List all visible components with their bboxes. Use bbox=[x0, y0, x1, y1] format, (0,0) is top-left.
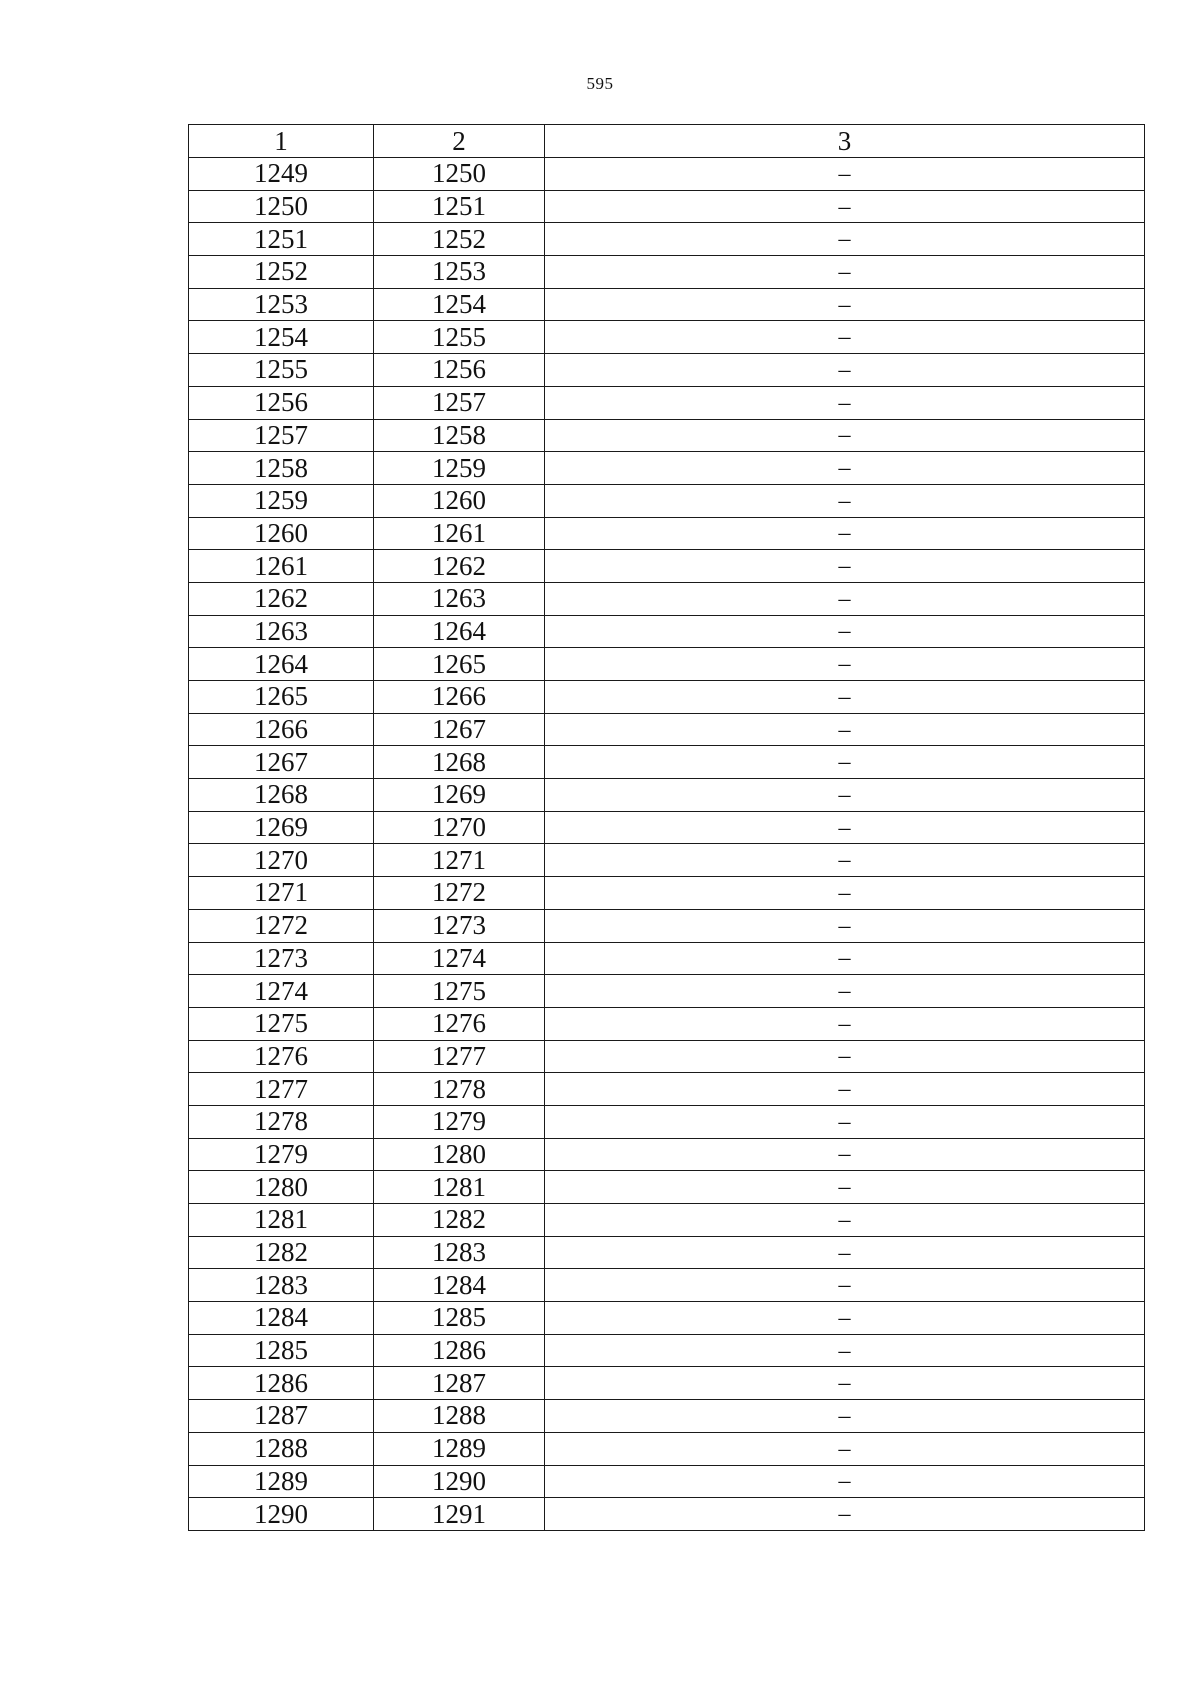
cell-col-1: 1278 bbox=[189, 1105, 374, 1138]
cell-col-1: 1257 bbox=[189, 419, 374, 452]
cell-col-3: – bbox=[545, 877, 1145, 910]
cell-col-1: 1269 bbox=[189, 811, 374, 844]
cell-col-1: 1263 bbox=[189, 615, 374, 648]
table-row bbox=[189, 354, 1145, 387]
cell-col-3: – bbox=[545, 779, 1145, 812]
cell-col-3: – bbox=[545, 1073, 1145, 1106]
cell-col-2: 1267 bbox=[374, 713, 545, 746]
cell-col-3: – bbox=[545, 942, 1145, 975]
cell-col-1: 1272 bbox=[189, 909, 374, 942]
table-row bbox=[189, 288, 1145, 321]
table-row bbox=[189, 811, 1145, 844]
cell-col-1: 1270 bbox=[189, 844, 374, 877]
table-row bbox=[189, 615, 1145, 648]
cell-col-2: 1265 bbox=[374, 648, 545, 681]
cell-col-1: 1273 bbox=[189, 942, 374, 975]
cell-col-1: 1275 bbox=[189, 1007, 374, 1040]
column-header-2: 2 bbox=[374, 125, 545, 158]
table-row bbox=[189, 419, 1145, 452]
table-row bbox=[189, 550, 1145, 583]
cell-col-1: 1284 bbox=[189, 1302, 374, 1335]
table-row bbox=[189, 1105, 1145, 1138]
table-row bbox=[189, 582, 1145, 615]
table-row bbox=[189, 1302, 1145, 1335]
table-row bbox=[189, 942, 1145, 975]
cell-col-2: 1289 bbox=[374, 1432, 545, 1465]
table-row bbox=[189, 1171, 1145, 1204]
cell-col-2: 1291 bbox=[374, 1498, 545, 1531]
table-row bbox=[189, 1236, 1145, 1269]
cell-col-3: – bbox=[545, 1432, 1145, 1465]
cell-col-3: – bbox=[545, 452, 1145, 485]
cell-col-3: – bbox=[545, 615, 1145, 648]
cell-col-1: 1277 bbox=[189, 1073, 374, 1106]
page-number: 595 bbox=[586, 74, 614, 93]
cell-col-2: 1250 bbox=[374, 158, 545, 191]
cell-col-3: – bbox=[545, 321, 1145, 354]
cell-col-1: 1262 bbox=[189, 582, 374, 615]
cell-col-3: – bbox=[545, 909, 1145, 942]
cell-col-2: 1290 bbox=[374, 1465, 545, 1498]
cell-col-2: 1288 bbox=[374, 1400, 545, 1433]
cell-col-2: 1282 bbox=[374, 1204, 545, 1237]
cell-col-1: 1274 bbox=[189, 975, 374, 1008]
table-row bbox=[189, 1334, 1145, 1367]
cell-col-3: – bbox=[545, 1400, 1145, 1433]
cell-col-3: – bbox=[545, 354, 1145, 387]
cell-col-2: 1276 bbox=[374, 1007, 545, 1040]
cell-col-2: 1266 bbox=[374, 681, 545, 714]
table-row bbox=[189, 909, 1145, 942]
cell-col-3: – bbox=[545, 190, 1145, 223]
cell-col-1: 1264 bbox=[189, 648, 374, 681]
cell-col-1: 1259 bbox=[189, 484, 374, 517]
cell-col-1: 1289 bbox=[189, 1465, 374, 1498]
table-row bbox=[189, 190, 1145, 223]
table-row bbox=[189, 681, 1145, 714]
cell-col-1: 1285 bbox=[189, 1334, 374, 1367]
cell-col-2: 1251 bbox=[374, 190, 545, 223]
cell-col-2: 1287 bbox=[374, 1367, 545, 1400]
table-header bbox=[189, 125, 1145, 158]
cell-col-2: 1257 bbox=[374, 386, 545, 419]
cell-col-1: 1268 bbox=[189, 779, 374, 812]
table-row bbox=[189, 1432, 1145, 1465]
cell-col-2: 1256 bbox=[374, 354, 545, 387]
cell-col-3: – bbox=[545, 288, 1145, 321]
cell-col-2: 1262 bbox=[374, 550, 545, 583]
column-header-3: 3 bbox=[545, 125, 1145, 158]
table-row bbox=[189, 158, 1145, 191]
cell-col-1: 1276 bbox=[189, 1040, 374, 1073]
table-body bbox=[189, 158, 1145, 1531]
cell-col-3: – bbox=[545, 223, 1145, 256]
cell-col-3: – bbox=[545, 1171, 1145, 1204]
cell-col-3: – bbox=[545, 158, 1145, 191]
cell-col-1: 1281 bbox=[189, 1204, 374, 1237]
column-header-1: 1 bbox=[189, 125, 374, 158]
cell-col-1: 1282 bbox=[189, 1236, 374, 1269]
cell-col-2: 1264 bbox=[374, 615, 545, 648]
cell-col-2: 1274 bbox=[374, 942, 545, 975]
cell-col-1: 1271 bbox=[189, 877, 374, 910]
cell-col-1: 1251 bbox=[189, 223, 374, 256]
cell-col-3: – bbox=[545, 1204, 1145, 1237]
cell-col-1: 1283 bbox=[189, 1269, 374, 1302]
cell-col-2: 1260 bbox=[374, 484, 545, 517]
cell-col-2: 1277 bbox=[374, 1040, 545, 1073]
cell-col-1: 1287 bbox=[189, 1400, 374, 1433]
table-row bbox=[189, 713, 1145, 746]
table-row bbox=[189, 1204, 1145, 1237]
cell-col-3: – bbox=[545, 648, 1145, 681]
cell-col-3: – bbox=[545, 1465, 1145, 1498]
cell-col-1: 1260 bbox=[189, 517, 374, 550]
cell-col-3: – bbox=[545, 1334, 1145, 1367]
cell-col-2: 1283 bbox=[374, 1236, 545, 1269]
table-row bbox=[189, 386, 1145, 419]
table-row bbox=[189, 1040, 1145, 1073]
table-row bbox=[189, 1367, 1145, 1400]
cell-col-1: 1267 bbox=[189, 746, 374, 779]
cell-col-1: 1252 bbox=[189, 256, 374, 289]
cell-col-2: 1278 bbox=[374, 1073, 545, 1106]
cell-col-1: 1254 bbox=[189, 321, 374, 354]
data-table bbox=[188, 124, 1145, 1531]
cell-col-1: 1258 bbox=[189, 452, 374, 485]
cell-col-1: 1286 bbox=[189, 1367, 374, 1400]
cell-col-3: – bbox=[545, 746, 1145, 779]
cell-col-1: 1250 bbox=[189, 190, 374, 223]
cell-col-2: 1263 bbox=[374, 582, 545, 615]
cell-col-1: 1266 bbox=[189, 713, 374, 746]
table-row bbox=[189, 223, 1145, 256]
table-row bbox=[189, 1465, 1145, 1498]
table-row bbox=[189, 1498, 1145, 1531]
table-row bbox=[189, 975, 1145, 1008]
cell-col-2: 1270 bbox=[374, 811, 545, 844]
cell-col-3: – bbox=[545, 256, 1145, 289]
cell-col-2: 1259 bbox=[374, 452, 545, 485]
cell-col-2: 1254 bbox=[374, 288, 545, 321]
cell-col-2: 1279 bbox=[374, 1105, 545, 1138]
cell-col-2: 1261 bbox=[374, 517, 545, 550]
cell-col-2: 1271 bbox=[374, 844, 545, 877]
cell-col-3: – bbox=[545, 582, 1145, 615]
cell-col-3: – bbox=[545, 713, 1145, 746]
table-row bbox=[189, 1073, 1145, 1106]
table-row bbox=[189, 256, 1145, 289]
cell-col-2: 1275 bbox=[374, 975, 545, 1008]
cell-col-3: – bbox=[545, 1269, 1145, 1302]
header-row bbox=[189, 125, 1145, 158]
cell-col-2: 1284 bbox=[374, 1269, 545, 1302]
table-row bbox=[189, 321, 1145, 354]
cell-col-3: – bbox=[545, 1105, 1145, 1138]
cell-col-3: – bbox=[545, 811, 1145, 844]
cell-col-3: – bbox=[545, 1007, 1145, 1040]
cell-col-3: – bbox=[545, 550, 1145, 583]
cell-col-3: – bbox=[545, 1302, 1145, 1335]
cell-col-1: 1265 bbox=[189, 681, 374, 714]
cell-col-1: 1288 bbox=[189, 1432, 374, 1465]
cell-col-2: 1272 bbox=[374, 877, 545, 910]
cell-col-3: – bbox=[545, 1138, 1145, 1171]
table-row bbox=[189, 452, 1145, 485]
cell-col-2: 1273 bbox=[374, 909, 545, 942]
cell-col-2: 1286 bbox=[374, 1334, 545, 1367]
cell-col-1: 1255 bbox=[189, 354, 374, 387]
cell-col-1: 1249 bbox=[189, 158, 374, 191]
table-row bbox=[189, 648, 1145, 681]
cell-col-2: 1255 bbox=[374, 321, 545, 354]
table-row bbox=[189, 844, 1145, 877]
table-row bbox=[189, 746, 1145, 779]
cell-col-3: – bbox=[545, 1367, 1145, 1400]
cell-col-1: 1253 bbox=[189, 288, 374, 321]
table-row bbox=[189, 1400, 1145, 1433]
cell-col-2: 1280 bbox=[374, 1138, 545, 1171]
table-row bbox=[189, 779, 1145, 812]
cell-col-2: 1281 bbox=[374, 1171, 545, 1204]
table-row bbox=[189, 877, 1145, 910]
cell-col-3: – bbox=[545, 975, 1145, 1008]
cell-col-3: – bbox=[545, 484, 1145, 517]
table-row bbox=[189, 517, 1145, 550]
cell-col-3: – bbox=[545, 419, 1145, 452]
table-row bbox=[189, 484, 1145, 517]
cell-col-3: – bbox=[545, 386, 1145, 419]
cell-col-3: – bbox=[545, 1040, 1145, 1073]
cell-col-3: – bbox=[545, 517, 1145, 550]
cell-col-2: 1252 bbox=[374, 223, 545, 256]
cell-col-2: 1268 bbox=[374, 746, 545, 779]
cell-col-2: 1258 bbox=[374, 419, 545, 452]
table-row bbox=[189, 1138, 1145, 1171]
cell-col-3: – bbox=[545, 681, 1145, 714]
cell-col-1: 1256 bbox=[189, 386, 374, 419]
cell-col-3: – bbox=[545, 844, 1145, 877]
table-row bbox=[189, 1269, 1145, 1302]
cell-col-1: 1280 bbox=[189, 1171, 374, 1204]
cell-col-1: 1279 bbox=[189, 1138, 374, 1171]
cell-col-3: – bbox=[545, 1236, 1145, 1269]
cell-col-1: 1261 bbox=[189, 550, 374, 583]
cell-col-2: 1285 bbox=[374, 1302, 545, 1335]
cell-col-1: 1290 bbox=[189, 1498, 374, 1531]
cell-col-3: – bbox=[545, 1498, 1145, 1531]
cell-col-2: 1269 bbox=[374, 779, 545, 812]
table-row bbox=[189, 1007, 1145, 1040]
cell-col-2: 1253 bbox=[374, 256, 545, 289]
